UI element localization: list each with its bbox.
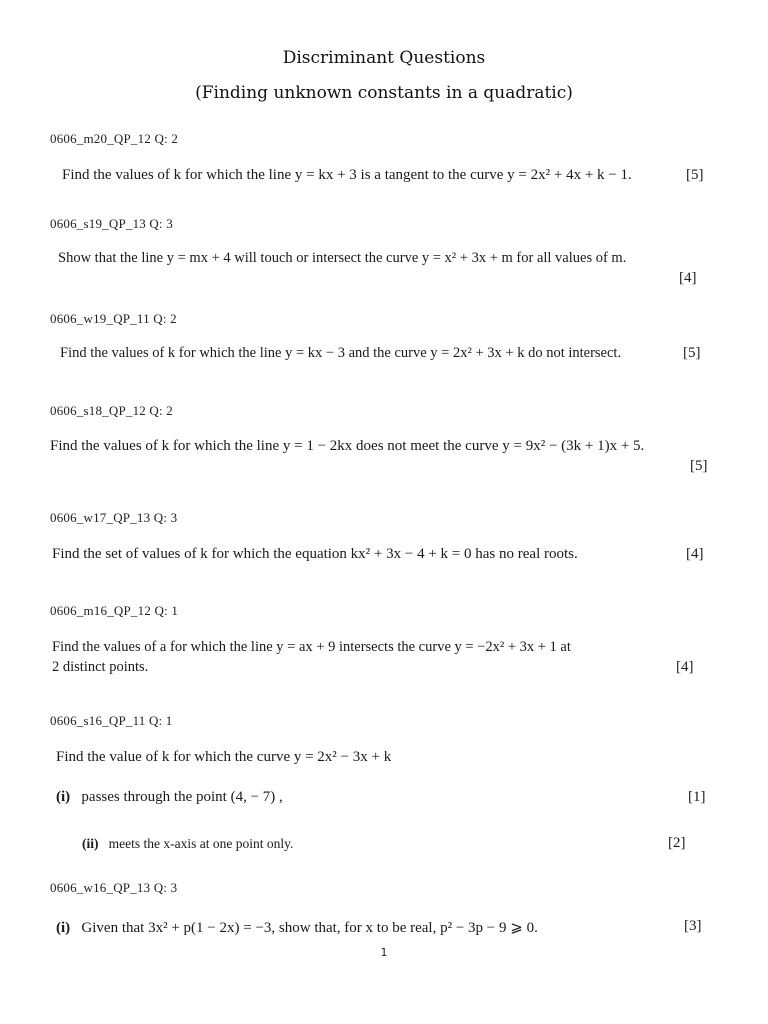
part-text: meets the x-axis at one point only. <box>108 836 294 851</box>
part-number: (i) <box>56 789 71 805</box>
question-marks: [5] <box>690 458 708 474</box>
question-code: 0606_w17_QP_13 Q: 3 <box>50 510 178 525</box>
question-marks: [4] <box>679 270 697 286</box>
question-marks: [5] <box>683 345 701 361</box>
question-text: Find the values of k for which the line y = kx + 3 is a tangent to the curve y = 2x² + 4x + k − 1. <box>62 167 632 183</box>
question-code: 0606_s19_QP_13 Q: 3 <box>50 216 173 231</box>
question-code: 0606_w19_QP_11 Q: 2 <box>50 311 177 326</box>
page-subtitle: (Finding unknown constants in a quadratic) <box>195 83 573 103</box>
question-code: 0606_m16_QP_12 Q: 1 <box>50 603 179 618</box>
question-part <box>56 789 283 806</box>
part-text: Given that 3x² + p(1 − 2x) = −3, show that, for x to be real, p² − 3p − 9 ⩾ 0. <box>81 920 538 936</box>
question-text: Find the set of values of k for which the equation kx² + 3x − 4 + k = 0 has no real roots. <box>52 546 578 562</box>
question-code: 0606_s18_QP_12 Q: 2 <box>50 403 173 418</box>
question-text: Find the values of k for which the line y = 1 − 2kx does not meet the curve y = 9x² − (3k + 1)x + 5. <box>50 438 645 454</box>
page-number: 1 <box>380 946 388 959</box>
part-number: (i) <box>56 920 71 936</box>
question-marks: [5] <box>686 167 704 183</box>
question-text-continued: 2 distinct points. <box>52 659 149 675</box>
question-code: 0606_w16_QP_13 Q: 3 <box>50 880 178 895</box>
question-text: Show that the line y = mx + 4 will touch or intersect the curve y = x² + 3x + m for all values of m. <box>58 250 627 266</box>
question-text: Find the value of k for which the curve y = 2x² − 3x + k <box>56 749 392 765</box>
question-text: Find the values of k for which the line y = kx − 3 and the curve y = 2x² + 3x + k do not intersect. <box>60 345 622 361</box>
question-marks: [4] <box>686 546 704 562</box>
question-part <box>82 836 293 852</box>
question-code: 0606_m20_QP_12 Q: 2 <box>50 131 179 146</box>
question-part <box>56 918 538 937</box>
question-text: Find the values of a for which the line y = ax + 9 intersects the curve y = −2x² + 3x + 1 at <box>52 639 571 655</box>
question-code: 0606_s16_QP_11 Q: 1 <box>50 713 173 728</box>
part-number: (ii) <box>82 836 99 851</box>
question-marks: [2] <box>668 835 686 851</box>
question-marks: [3] <box>684 918 702 934</box>
page-title: Discriminant Questions <box>282 48 486 68</box>
question-marks: [1] <box>688 789 706 805</box>
part-text: passes through the point (4, − 7) , <box>81 789 283 805</box>
question-marks: [4] <box>676 659 694 675</box>
